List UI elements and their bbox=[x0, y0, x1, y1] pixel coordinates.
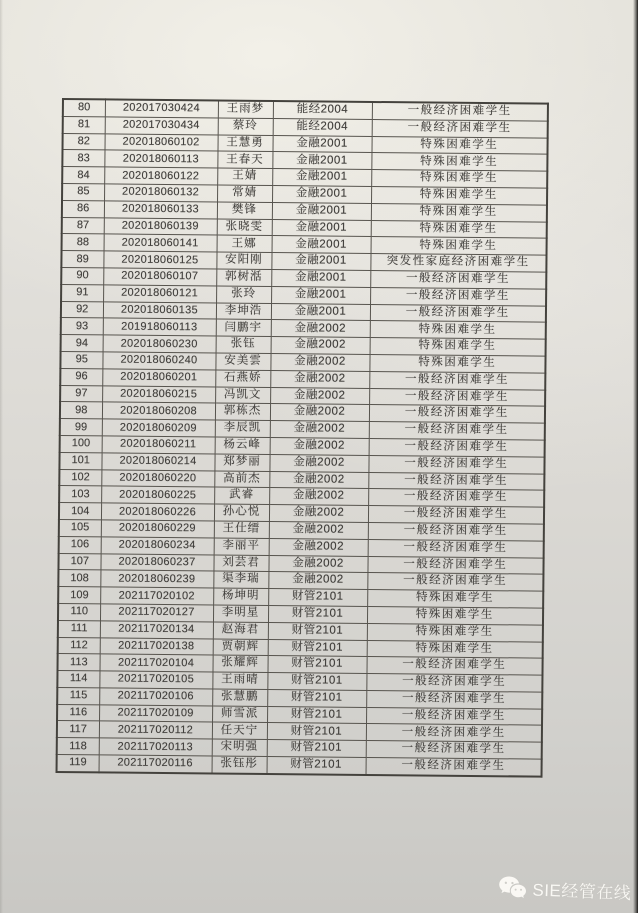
cell-name: 王仕缙 bbox=[214, 521, 269, 538]
cell-student-id: 202018060225 bbox=[101, 486, 214, 504]
cell-name: 闫鹏宇 bbox=[216, 319, 271, 336]
cell-student-id: 202018060121 bbox=[103, 285, 216, 303]
cell-index: 92 bbox=[61, 301, 103, 318]
wechat-account-watermark bbox=[498, 874, 632, 904]
cell-class: 金融2001 bbox=[271, 253, 370, 271]
cell-class: 金融2002 bbox=[269, 538, 368, 556]
cell-class: 金融2002 bbox=[268, 555, 367, 573]
cell-student-id: 202018060133 bbox=[104, 201, 217, 219]
cell-category: 一般经济困难学生 bbox=[368, 522, 544, 540]
cell-class: 金融2002 bbox=[270, 370, 369, 388]
cell-class: 财管2101 bbox=[267, 740, 366, 758]
cell-category: 一般经济困难学生 bbox=[368, 539, 544, 557]
cell-index: 90 bbox=[61, 267, 103, 284]
cell-category: 一般经济困难学生 bbox=[366, 758, 542, 777]
cell-name: 安美雲 bbox=[215, 353, 270, 370]
cell-student-id: 202018060214 bbox=[101, 453, 214, 471]
cell-name: 贾朝辉 bbox=[213, 638, 268, 655]
cell-class: 金融2002 bbox=[270, 353, 369, 371]
cell-student-id: 202017030434 bbox=[105, 117, 218, 135]
cell-student-id: 202018060240 bbox=[102, 352, 215, 370]
cell-index: 108 bbox=[58, 570, 100, 587]
cell-category: 突发性家庭经济困难学生 bbox=[370, 254, 546, 272]
cell-name: 李坤浩 bbox=[216, 303, 271, 320]
cell-index: 91 bbox=[61, 284, 103, 301]
cell-category: 一般经济困难学生 bbox=[366, 724, 542, 742]
cell-category: 一般经济困难学生 bbox=[368, 506, 544, 524]
cell-category: 特殊困难学生 bbox=[371, 186, 547, 204]
cell-class: 金融2002 bbox=[269, 521, 368, 539]
cell-index: 81 bbox=[63, 116, 105, 133]
cell-student-id: 202018060139 bbox=[104, 217, 217, 235]
cell-class: 金融2002 bbox=[270, 404, 369, 422]
cell-class: 金融2002 bbox=[269, 454, 368, 472]
cell-class: 金融2001 bbox=[272, 152, 371, 170]
cell-student-id: 202117020127 bbox=[100, 604, 213, 622]
cell-category: 特殊困难学生 bbox=[367, 606, 543, 624]
cell-class: 金融2001 bbox=[272, 169, 371, 187]
cell-category: 一般经济困难学生 bbox=[370, 304, 546, 322]
cell-class: 财管2101 bbox=[267, 689, 366, 707]
cell-category: 一般经济困难学生 bbox=[369, 388, 545, 406]
cell-index: 109 bbox=[58, 587, 100, 604]
cell-class: 金融2002 bbox=[270, 387, 369, 405]
cell-category: 一般经济困难学生 bbox=[366, 657, 542, 675]
cell-index: 115 bbox=[57, 687, 99, 704]
cell-class: 财管2101 bbox=[268, 622, 367, 640]
cell-student-id: 202018060234 bbox=[101, 537, 214, 555]
cell-student-id: 202018060239 bbox=[100, 570, 213, 588]
cell-name: 安阳刚 bbox=[216, 252, 271, 269]
cell-student-id: 202018060113 bbox=[104, 150, 217, 168]
cell-index: 119 bbox=[57, 755, 99, 773]
cell-student-id: 202018060211 bbox=[102, 436, 215, 454]
cell-class: 金融2002 bbox=[270, 437, 369, 455]
cell-name: 师雪派 bbox=[212, 706, 267, 723]
cell-name: 武睿 bbox=[214, 487, 269, 504]
cell-student-id: 202018060125 bbox=[103, 251, 216, 269]
cell-index: 110 bbox=[58, 603, 100, 620]
cell-index: 112 bbox=[58, 637, 100, 654]
cell-index: 82 bbox=[63, 133, 105, 150]
photo-right-edge bbox=[633, 0, 638, 913]
cell-class: 金融2002 bbox=[269, 471, 368, 489]
cell-student-id: 202117020106 bbox=[99, 688, 212, 706]
cell-class: 财管2101 bbox=[267, 706, 366, 724]
cell-student-id: 202018060220 bbox=[101, 469, 214, 487]
cell-name: 蔡玲 bbox=[218, 118, 273, 135]
cell-class: 金融2001 bbox=[272, 186, 371, 204]
cell-index: 87 bbox=[62, 217, 104, 234]
cell-student-id: 202018060209 bbox=[102, 419, 215, 437]
cell-student-id: 202018060122 bbox=[104, 167, 217, 185]
cell-student-id: 202018060132 bbox=[104, 184, 217, 202]
cell-category: 一般经济困难学生 bbox=[369, 438, 545, 456]
cell-category: 特殊困难学生 bbox=[371, 136, 547, 154]
cell-index: 86 bbox=[62, 200, 104, 217]
wechat-icon bbox=[498, 875, 527, 899]
cell-student-id: 202117020105 bbox=[99, 671, 212, 689]
cell-name: 郭栋杰 bbox=[215, 403, 270, 420]
cell-student-id: 202117020104 bbox=[100, 654, 213, 672]
cell-name: 宋明强 bbox=[212, 739, 267, 756]
cell-name: 王婧 bbox=[217, 168, 272, 185]
cell-category: 一般经济困难学生 bbox=[367, 573, 543, 591]
table-row bbox=[57, 755, 542, 777]
cell-name: 李辰凯 bbox=[215, 420, 270, 437]
cell-name: 郑梦丽 bbox=[214, 454, 269, 471]
cell-student-id: 202117020116 bbox=[99, 755, 212, 773]
cell-index: 116 bbox=[57, 704, 99, 721]
cell-name: 张钰彤 bbox=[212, 756, 267, 774]
cell-student-id: 202018060141 bbox=[104, 234, 217, 252]
watermark-label: SIE经管在线 bbox=[532, 880, 632, 904]
student-aid-table bbox=[56, 98, 549, 778]
cell-category: 特殊困难学生 bbox=[371, 153, 547, 171]
cell-name: 渠李瑞 bbox=[213, 571, 268, 588]
cell-name: 张晓雯 bbox=[217, 219, 272, 236]
cell-index: 105 bbox=[59, 519, 101, 536]
cell-name: 郭树湉 bbox=[216, 269, 271, 286]
cell-name: 李丽平 bbox=[214, 538, 269, 555]
cell-index: 102 bbox=[59, 469, 101, 486]
cell-name: 王娜 bbox=[217, 235, 272, 252]
cell-index: 93 bbox=[61, 318, 103, 335]
cell-class: 财管2101 bbox=[268, 589, 367, 607]
cell-category: 特殊困难学生 bbox=[371, 203, 547, 221]
cell-index: 95 bbox=[60, 351, 102, 368]
cell-name: 赵海君 bbox=[213, 622, 268, 639]
cell-name: 樊锋 bbox=[217, 202, 272, 219]
cell-index: 106 bbox=[59, 536, 101, 553]
cell-class: 金融2002 bbox=[270, 421, 369, 439]
cell-index: 85 bbox=[62, 183, 104, 200]
cell-index: 104 bbox=[59, 503, 101, 520]
cell-student-id: 202018060107 bbox=[103, 268, 216, 286]
cell-class: 金融2002 bbox=[271, 337, 370, 355]
cell-index: 94 bbox=[61, 335, 103, 352]
cell-category: 一般经济困难学生 bbox=[367, 556, 543, 574]
student-aid-table-body bbox=[57, 99, 548, 776]
cell-category: 一般经济困难学生 bbox=[366, 707, 542, 725]
cell-category: 一般经济困难学生 bbox=[366, 674, 542, 692]
cell-category: 特殊困难学生 bbox=[371, 170, 547, 188]
cell-index: 103 bbox=[59, 486, 101, 503]
cell-class: 财管2101 bbox=[267, 673, 366, 691]
cell-student-id: 202018060208 bbox=[102, 402, 215, 420]
cell-category: 特殊困难学生 bbox=[371, 220, 547, 238]
cell-name: 王慧勇 bbox=[217, 135, 272, 152]
cell-category: 特殊困难学生 bbox=[370, 338, 546, 356]
cell-class: 财管2101 bbox=[267, 723, 366, 741]
cell-index: 111 bbox=[58, 620, 100, 637]
cell-category: 一般经济困难学生 bbox=[366, 741, 542, 759]
cell-index: 98 bbox=[60, 402, 102, 419]
cell-class: 能经2004 bbox=[273, 118, 372, 136]
cell-category: 特殊困难学生 bbox=[367, 590, 543, 608]
cell-name: 高前杰 bbox=[214, 471, 269, 488]
cell-student-id: 202017030424 bbox=[105, 99, 218, 117]
cell-index: 83 bbox=[62, 150, 104, 167]
cell-student-id: 202117020112 bbox=[99, 721, 212, 739]
cell-name: 张耀辉 bbox=[212, 655, 267, 672]
cell-name: 杨云峰 bbox=[215, 437, 270, 454]
cell-index: 97 bbox=[60, 385, 102, 402]
cell-index: 80 bbox=[63, 99, 105, 117]
cell-class: 金融2001 bbox=[271, 269, 370, 287]
cell-name: 张钰 bbox=[216, 336, 271, 353]
cell-name: 李明星 bbox=[213, 605, 268, 622]
cell-name: 刘芸君 bbox=[213, 554, 268, 571]
cell-class: 金融2002 bbox=[271, 320, 370, 338]
cell-student-id: 202018060215 bbox=[102, 385, 215, 403]
cell-category: 一般经济困难学生 bbox=[368, 455, 544, 473]
cell-name: 张慧鹏 bbox=[212, 689, 267, 706]
cell-student-id: 202018060135 bbox=[103, 301, 216, 319]
cell-category: 一般经济困难学生 bbox=[372, 119, 548, 137]
cell-student-id: 202117020109 bbox=[99, 705, 212, 723]
cell-category: 一般经济困难学生 bbox=[370, 270, 546, 288]
cell-name: 王雨晴 bbox=[212, 672, 267, 689]
cell-name: 张玲 bbox=[216, 286, 271, 303]
cell-class: 金融2001 bbox=[272, 202, 371, 220]
cell-name: 王春天 bbox=[217, 151, 272, 168]
cell-category: 一般经济困难学生 bbox=[369, 371, 545, 389]
cell-student-id: 202018060226 bbox=[101, 503, 214, 521]
cell-student-id: 202018060201 bbox=[102, 369, 215, 387]
cell-index: 118 bbox=[57, 738, 99, 755]
cell-index: 117 bbox=[57, 721, 99, 738]
cell-class: 财管2101 bbox=[268, 639, 367, 657]
cell-class: 财管2101 bbox=[267, 757, 366, 775]
cell-student-id: 202117020134 bbox=[100, 621, 213, 639]
cell-class: 金融2001 bbox=[271, 286, 370, 304]
cell-index: 107 bbox=[58, 553, 100, 570]
cell-name: 任天宁 bbox=[212, 722, 267, 739]
cell-student-id: 202018060237 bbox=[100, 553, 213, 571]
cell-class: 金融2001 bbox=[272, 135, 371, 153]
cell-name: 石燕娇 bbox=[215, 370, 270, 387]
cell-category: 一般经济困难学生 bbox=[368, 472, 544, 490]
cell-student-id: 201918060113 bbox=[103, 318, 216, 336]
cell-category: 一般经济困难学生 bbox=[366, 690, 542, 708]
cell-category: 特殊困难学生 bbox=[367, 640, 543, 658]
cell-class: 能经2004 bbox=[273, 101, 372, 119]
cell-index: 114 bbox=[57, 671, 99, 688]
cell-class: 金融2002 bbox=[269, 488, 368, 506]
cell-category: 特殊困难学生 bbox=[370, 321, 546, 339]
cell-name: 王雨梦 bbox=[218, 100, 273, 118]
cell-name: 冯凯文 bbox=[215, 387, 270, 404]
cell-student-id: 202117020138 bbox=[100, 637, 213, 655]
cell-student-id: 202117020102 bbox=[100, 587, 213, 605]
cell-category: 一般经济困难学生 bbox=[368, 489, 544, 507]
cell-student-id: 202018060229 bbox=[101, 520, 214, 538]
cell-student-id: 202018060102 bbox=[104, 134, 217, 152]
cell-name: 孙心悦 bbox=[214, 504, 269, 521]
cell-category: 特殊困难学生 bbox=[369, 354, 545, 372]
cell-index: 88 bbox=[62, 234, 104, 251]
cell-class: 金融2001 bbox=[272, 236, 371, 254]
cell-index: 89 bbox=[61, 251, 103, 268]
cell-name: 常婧 bbox=[217, 185, 272, 202]
cell-index: 96 bbox=[60, 368, 102, 385]
cell-student-id: 202018060230 bbox=[103, 335, 216, 353]
cell-index: 101 bbox=[59, 452, 101, 469]
cell-class: 财管2101 bbox=[268, 605, 367, 623]
cell-class: 金融2002 bbox=[268, 572, 367, 590]
cell-index: 84 bbox=[62, 167, 104, 184]
cell-index: 99 bbox=[60, 419, 102, 436]
cell-class: 金融2001 bbox=[271, 303, 370, 321]
cell-class: 金融2001 bbox=[272, 219, 371, 237]
cell-index: 113 bbox=[58, 654, 100, 671]
cell-category: 特殊困难学生 bbox=[367, 623, 543, 641]
cell-category: 一般经济困难学生 bbox=[370, 287, 546, 305]
cell-category: 特殊困难学生 bbox=[371, 237, 547, 255]
cell-class: 财管2101 bbox=[267, 656, 366, 674]
cell-category: 一般经济困难学生 bbox=[369, 405, 545, 423]
cell-category: 一般经济困难学生 bbox=[369, 422, 545, 440]
paper-left-shadow bbox=[0, 0, 3, 913]
cell-student-id: 202117020113 bbox=[99, 738, 212, 756]
cell-class: 金融2002 bbox=[269, 505, 368, 523]
cell-name: 杨坤明 bbox=[213, 588, 268, 605]
cell-index: 100 bbox=[60, 435, 102, 452]
cell-category: 一般经济困难学生 bbox=[372, 102, 548, 121]
